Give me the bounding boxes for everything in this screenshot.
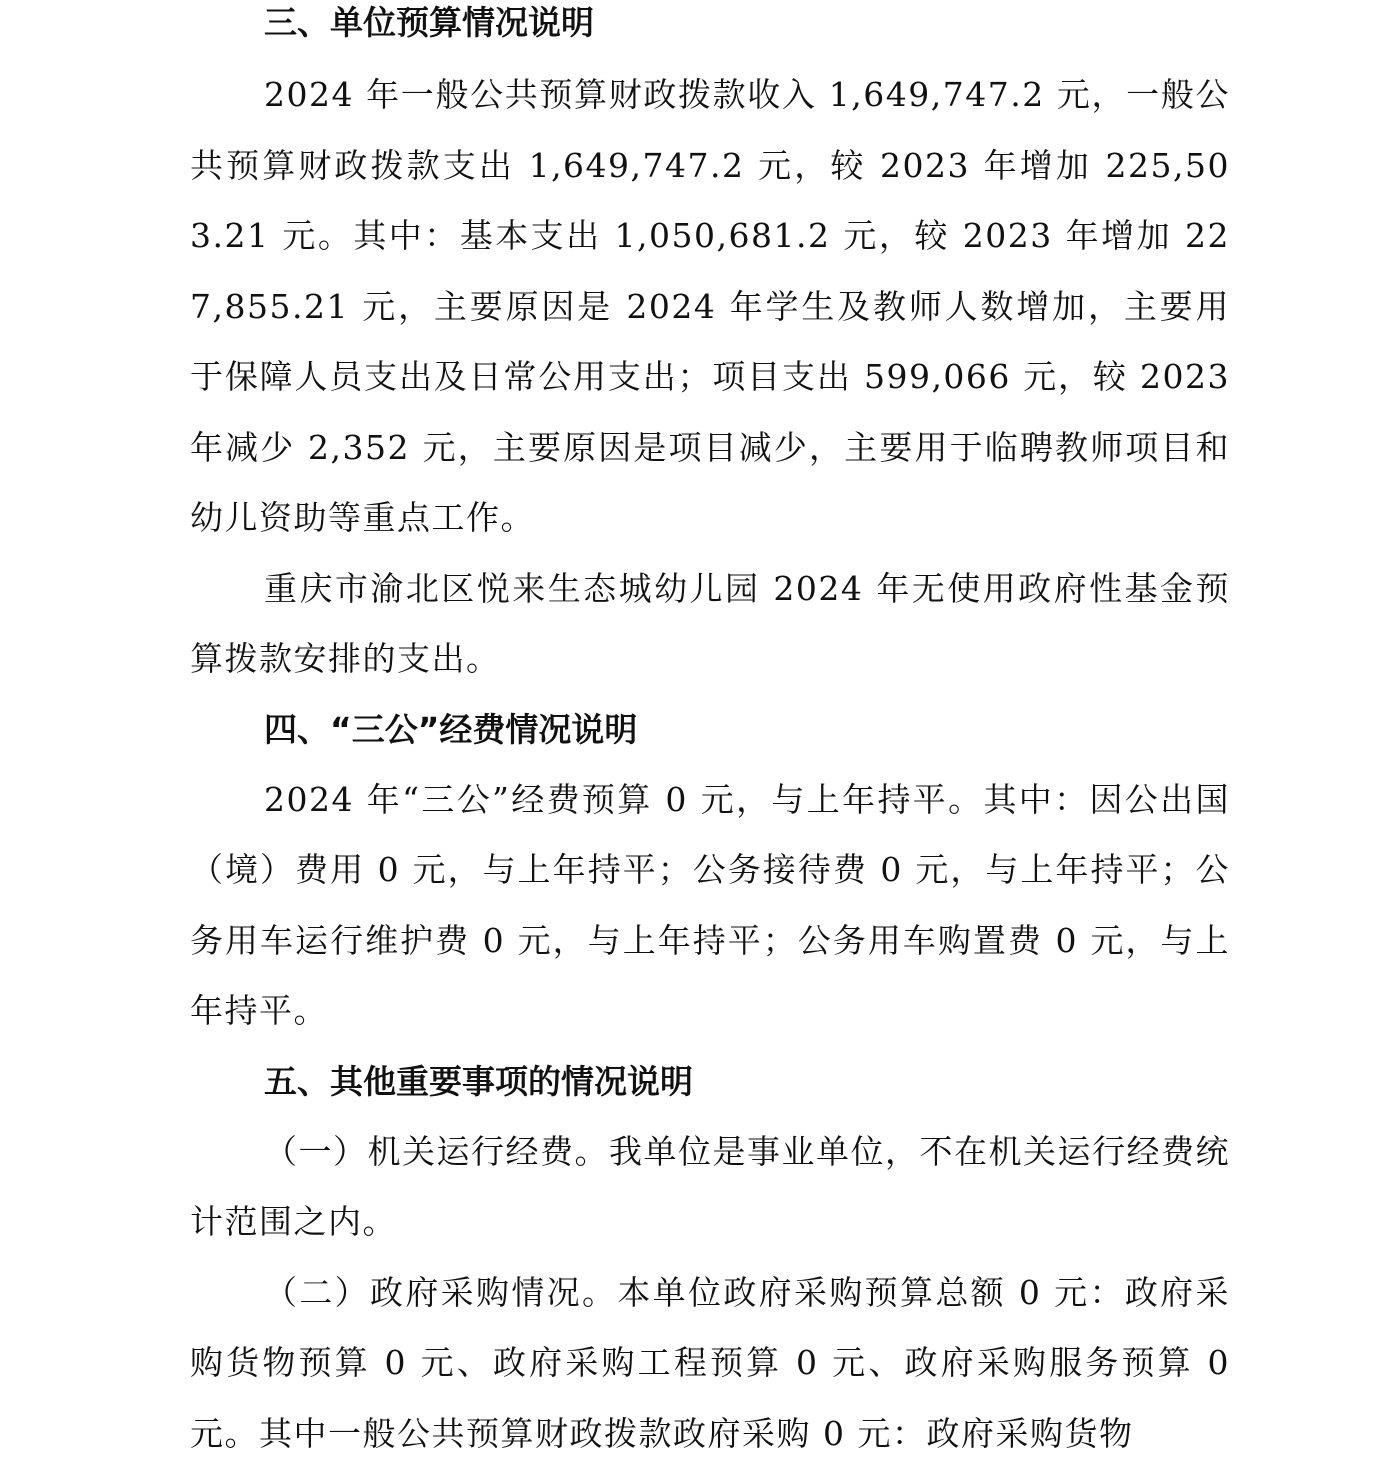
section-heading-other-matters: 五、其他重要事项的情况说明 xyxy=(190,1047,1230,1117)
section-heading-unit-budget: 三、单位预算情况说明 xyxy=(190,0,1230,58)
paragraph-government-procurement: （二）政府采购情况。本单位政府采购预算总额 0 元：政府采购货物预算 0 元、政府采购工程预算 0 元、政府采购服务预算 0 元。其中一般公共预算财政拨款政府采购 0 元：政府采购货物 xyxy=(190,1258,1230,1469)
paragraph-three-public-expenses: 2024 年“三公”经费预算 0 元，与上年持平。其中：因公出国（境）费用 0 元，与上年持平；公务接待费 0 元，与上年持平；公务用车运行维护费 0 元，与上年持平；公务用车购置费 0 元，与上年持平。 xyxy=(190,765,1230,1047)
document-page xyxy=(190,0,1230,1469)
paragraph-government-fund: 重庆市渝北区悦来生态城幼儿园 2024 年无使用政府性基金预算拨款安排的支出。 xyxy=(190,554,1230,695)
paragraph-office-operating-expenses: （一）机关运行经费。我单位是事业单位，不在机关运行经费统计范围之内。 xyxy=(190,1117,1230,1258)
paragraph-budget-income-expenditure: 2024 年一般公共预算财政拨款收入 1,649,747.2 元，一般公共预算财政拨款支出 1,649,747.2 元，较 2023 年增加 225,503.21 元。其中：基本支出 1,050,681.2 元，较 2023 年增加 227,855.21 元，主要原因是 2024 年学生及教师人数增加，主要用于保障人员支出及日常公用支出；项目支出 599,066 元，较 2023 年减少 2,352 元，主要原因是项目减少，主要用于临聘教师项目和幼儿资助等重点工作。 xyxy=(190,60,1230,554)
section-heading-three-public-expenses: 四、“三公”经费情况说明 xyxy=(190,695,1230,765)
